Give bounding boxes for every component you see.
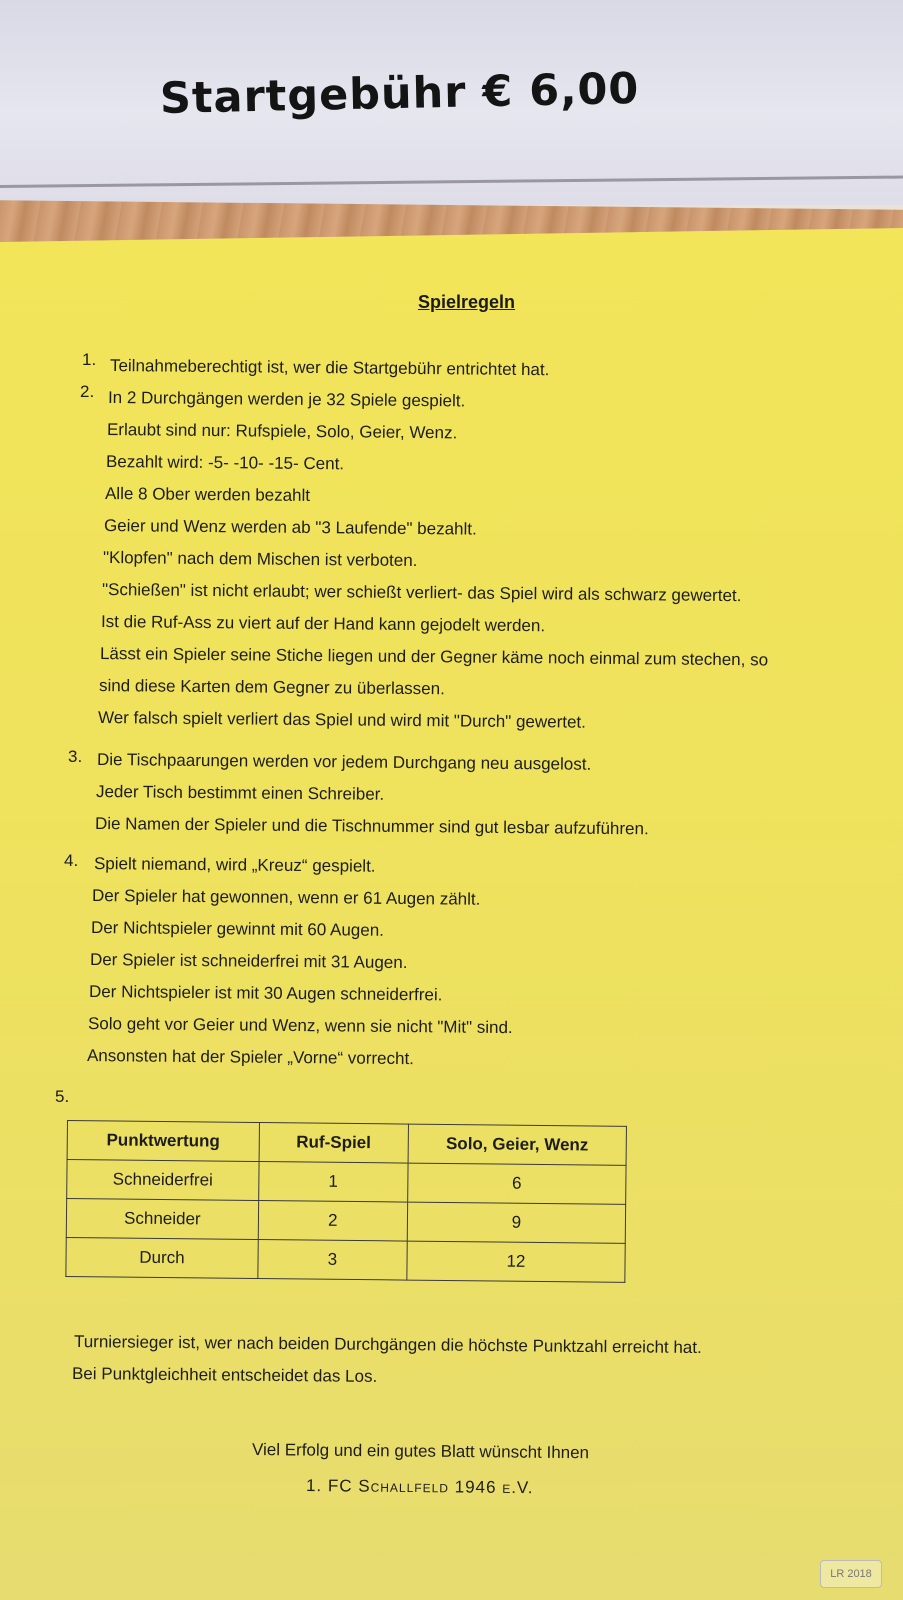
rule-line: Ansonsten hat der Spieler „Vorne“ vorrecht. [86, 1046, 415, 1069]
rule-line: Alle 8 Ober werden bezahlt [104, 484, 311, 505]
rule-line: "Klopfen" nach dem Mischen ist verboten. [102, 548, 418, 571]
table-cell: 3 [258, 1240, 407, 1281]
table-cell: 12 [407, 1241, 626, 1282]
table-cell: 1 [258, 1162, 407, 1203]
rule-line: Lässt ein Spieler seine Stiche liegen und der Gegner käme noch einmal zum stechen, so [99, 644, 769, 670]
rule-line: Spielt niemand, wird „Kreuz“ gespielt. [93, 854, 376, 876]
tie-line: Bei Punktgleichheit entscheidet das Los. [71, 1364, 378, 1386]
watermark-badge: LR 2018 [820, 1560, 882, 1588]
rule-number-4: 4. [64, 851, 79, 870]
table-cell: Schneiderfrei [67, 1160, 259, 1201]
table-cell: 2 [258, 1201, 407, 1242]
club-line: 1. FC Schallfeld 1946 e.V. [305, 1476, 534, 1498]
rule-number-1: 1. [82, 350, 97, 369]
wish-line: Viel Erfolg und ein gutes Blatt wünscht Ihnen [251, 1440, 590, 1463]
table-cell: Schneider [66, 1199, 258, 1240]
table-header-cell: Ruf-Spiel [259, 1123, 408, 1164]
table-header-cell: Punktwertung [67, 1121, 259, 1162]
table-row [66, 1237, 625, 1282]
rule-line: Erlaubt sind nur: Rufspiele, Solo, Geier, Wenz. [106, 420, 458, 443]
points-table [65, 1120, 627, 1283]
rule-line: Ist die Ruf-Ass zu viert auf der Hand kann gejodelt werden. [100, 612, 546, 636]
rule-line: Teilnahmeberechtigt ist, wer die Startgebühr entrichtet hat. [109, 356, 550, 380]
rule-line: Geier und Wenz werden ab "3 Laufende" bezahlt. [103, 516, 477, 539]
rule-line: sind diese Karten dem Gegner zu überlassen. [98, 676, 445, 699]
rule-line: Die Tischpaarungen werden vor jedem Durchgang neu ausgelost. [96, 750, 592, 774]
rule-number-3: 3. [68, 747, 83, 766]
rule-line: Bezahlt wird: -5- -10- -15- Cent. [105, 452, 345, 474]
rule-line: Die Namen der Spieler und die Tischnummer sind gut lesbar aufzuführen. [94, 814, 649, 839]
rule-line: Der Nichtspieler ist mit 30 Augen schneiderfrei. [88, 982, 443, 1005]
rule-line: Der Spieler hat gewonnen, wenn er 61 Augen zählt. [91, 886, 481, 909]
rule-number-2: 2. [80, 382, 95, 401]
rule-line: Der Spieler ist schneiderfrei mit 31 Augen. [89, 950, 408, 973]
rule-line: In 2 Durchgängen werden je 32 Spiele gespielt. [107, 388, 466, 411]
table-header-row [67, 1121, 626, 1166]
table-header-cell: Solo, Geier, Wenz [408, 1124, 627, 1165]
table-cell: Durch [66, 1237, 258, 1278]
table-cell: 9 [407, 1202, 626, 1243]
fee-title: Startgebühr € 6,00 [159, 63, 640, 124]
rule-line: "Schießen" ist nicht erlaubt; wer schießt verliert- das Spiel wird als schwarz gewertet. [101, 580, 742, 606]
rules-heading: Spielregeln [418, 292, 516, 312]
table-row [66, 1199, 625, 1244]
table-row [67, 1160, 626, 1205]
rule-line: Wer falsch spielt verliert das Spiel und wird mit "Durch" gewertet. [97, 708, 587, 732]
winner-line: Turniersieger ist, wer nach beiden Durchgängen die höchste Punktzahl erreicht hat. [73, 1332, 702, 1358]
rule-line: Der Nichtspieler gewinnt mit 60 Augen. [90, 918, 385, 940]
rule-line: Jeder Tisch bestimmt einen Schreiber. [95, 782, 385, 804]
rule-number-5: 5. [55, 1087, 70, 1106]
rule-line: Solo geht vor Geier und Wenz, wenn sie nicht "Mit" sind. [87, 1014, 513, 1038]
table-cell: 6 [408, 1163, 627, 1204]
